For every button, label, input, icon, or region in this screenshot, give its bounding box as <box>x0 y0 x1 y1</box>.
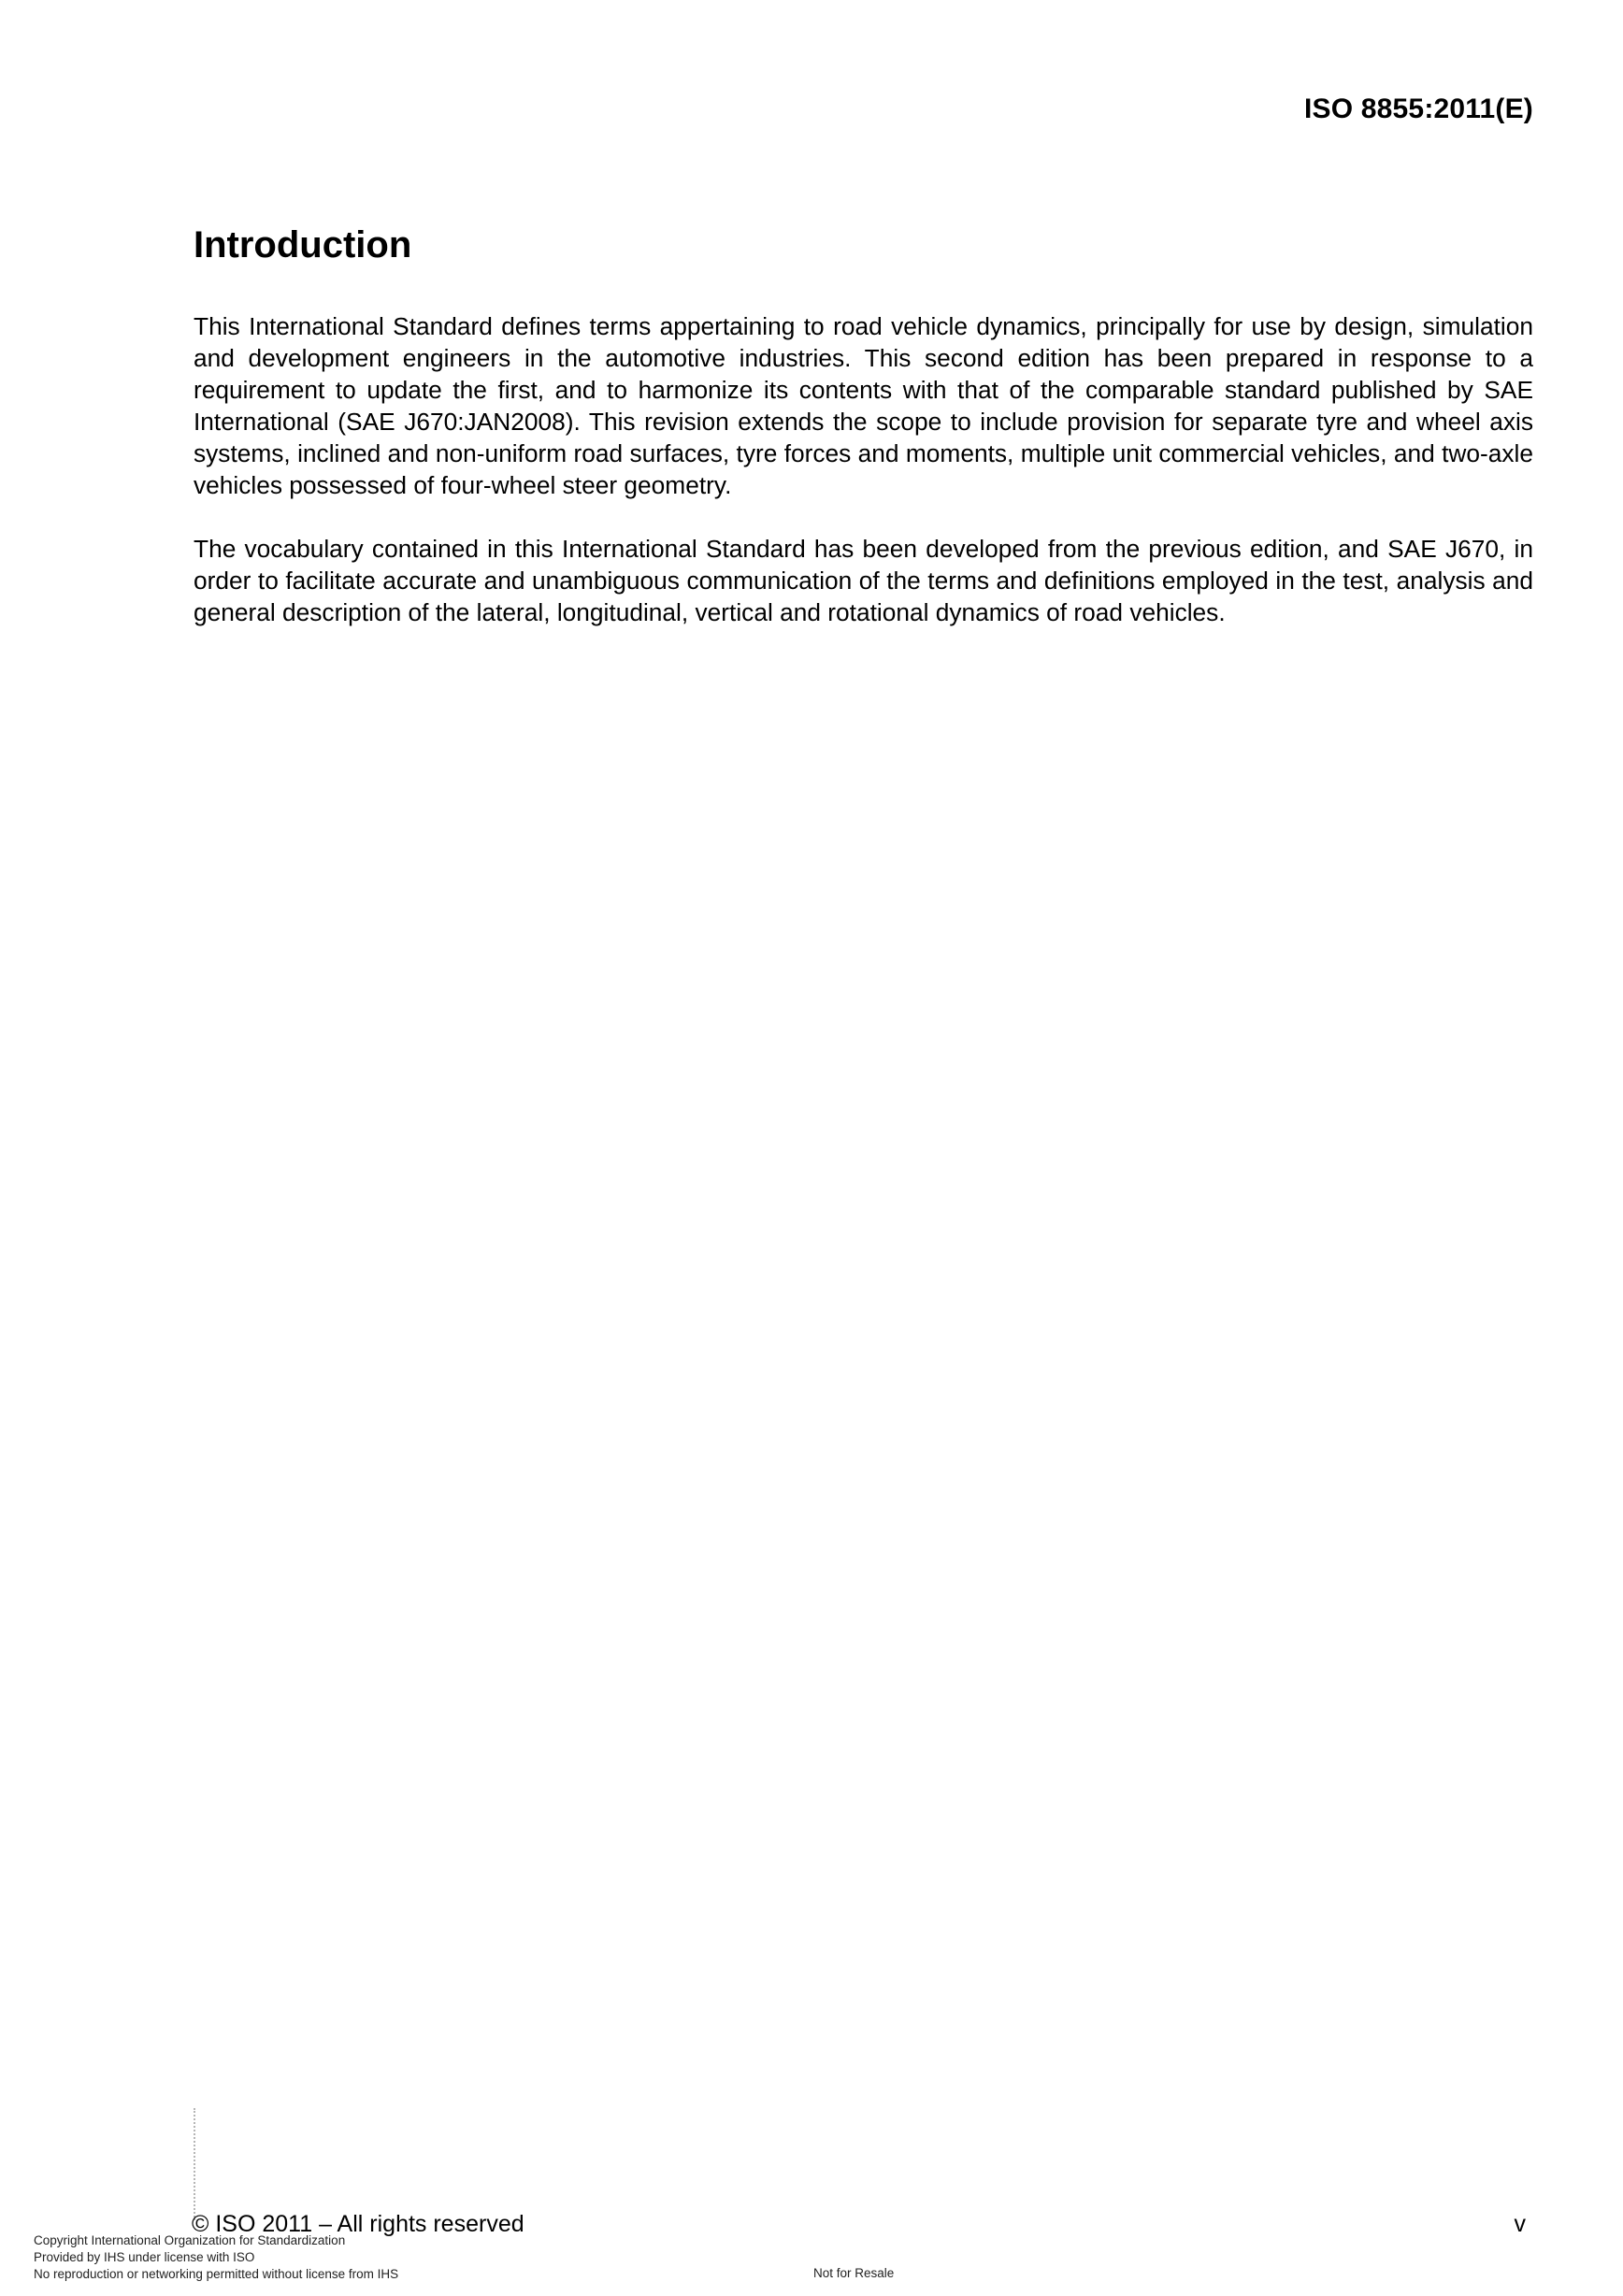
license-line-copyright: Copyright International Organization for Standardization <box>34 2233 346 2247</box>
footer-copyright: © ISO 2011 – All rights reserved <box>192 2211 524 2237</box>
resale-notice: Not for Resale <box>813 2266 895 2280</box>
margin-dotted-line <box>194 2108 195 2220</box>
paragraph-2: The vocabulary contained in this International Standard has been developed from the previous edition, and SAE J670, in order to facilitate accurate and unambiguous communication of the terms and definitions employed in the test, analysis and general description of the lateral, longitudinal, vertical and rotational dynamics of road vehicles. <box>194 535 1533 626</box>
paragraph-1: This International Standard defines terms appertaining to road vehicle dynamics, principally for use by design, simulation and development engineers in the automotive industries. This second edition has been prepared in response to a requirement to update the first, and to harmonize its contents with that of the comparable standard published by SAE International (SAE J670:JAN2008). This revision extends the scope to include provision for separate tyre and wheel axis systems, inclined and non-uniform road surfaces, tyre forces and moments, multiple unit commercial vehicles, and two-axle vehicles possessed of four-wheel steer geometry. <box>194 312 1533 499</box>
license-line-reproduction: No reproduction or networking permitted without license from IHS <box>34 2267 399 2281</box>
license-stamp <box>34 2232 398 2283</box>
document-id-header: ISO 8855:2011(E) <box>1303 93 1533 124</box>
footer-page-number: v <box>1514 2211 1526 2237</box>
introduction-body <box>194 310 1533 660</box>
section-title: Introduction <box>194 224 412 265</box>
license-line-provider: Provided by IHS under license with ISO <box>34 2250 255 2264</box>
